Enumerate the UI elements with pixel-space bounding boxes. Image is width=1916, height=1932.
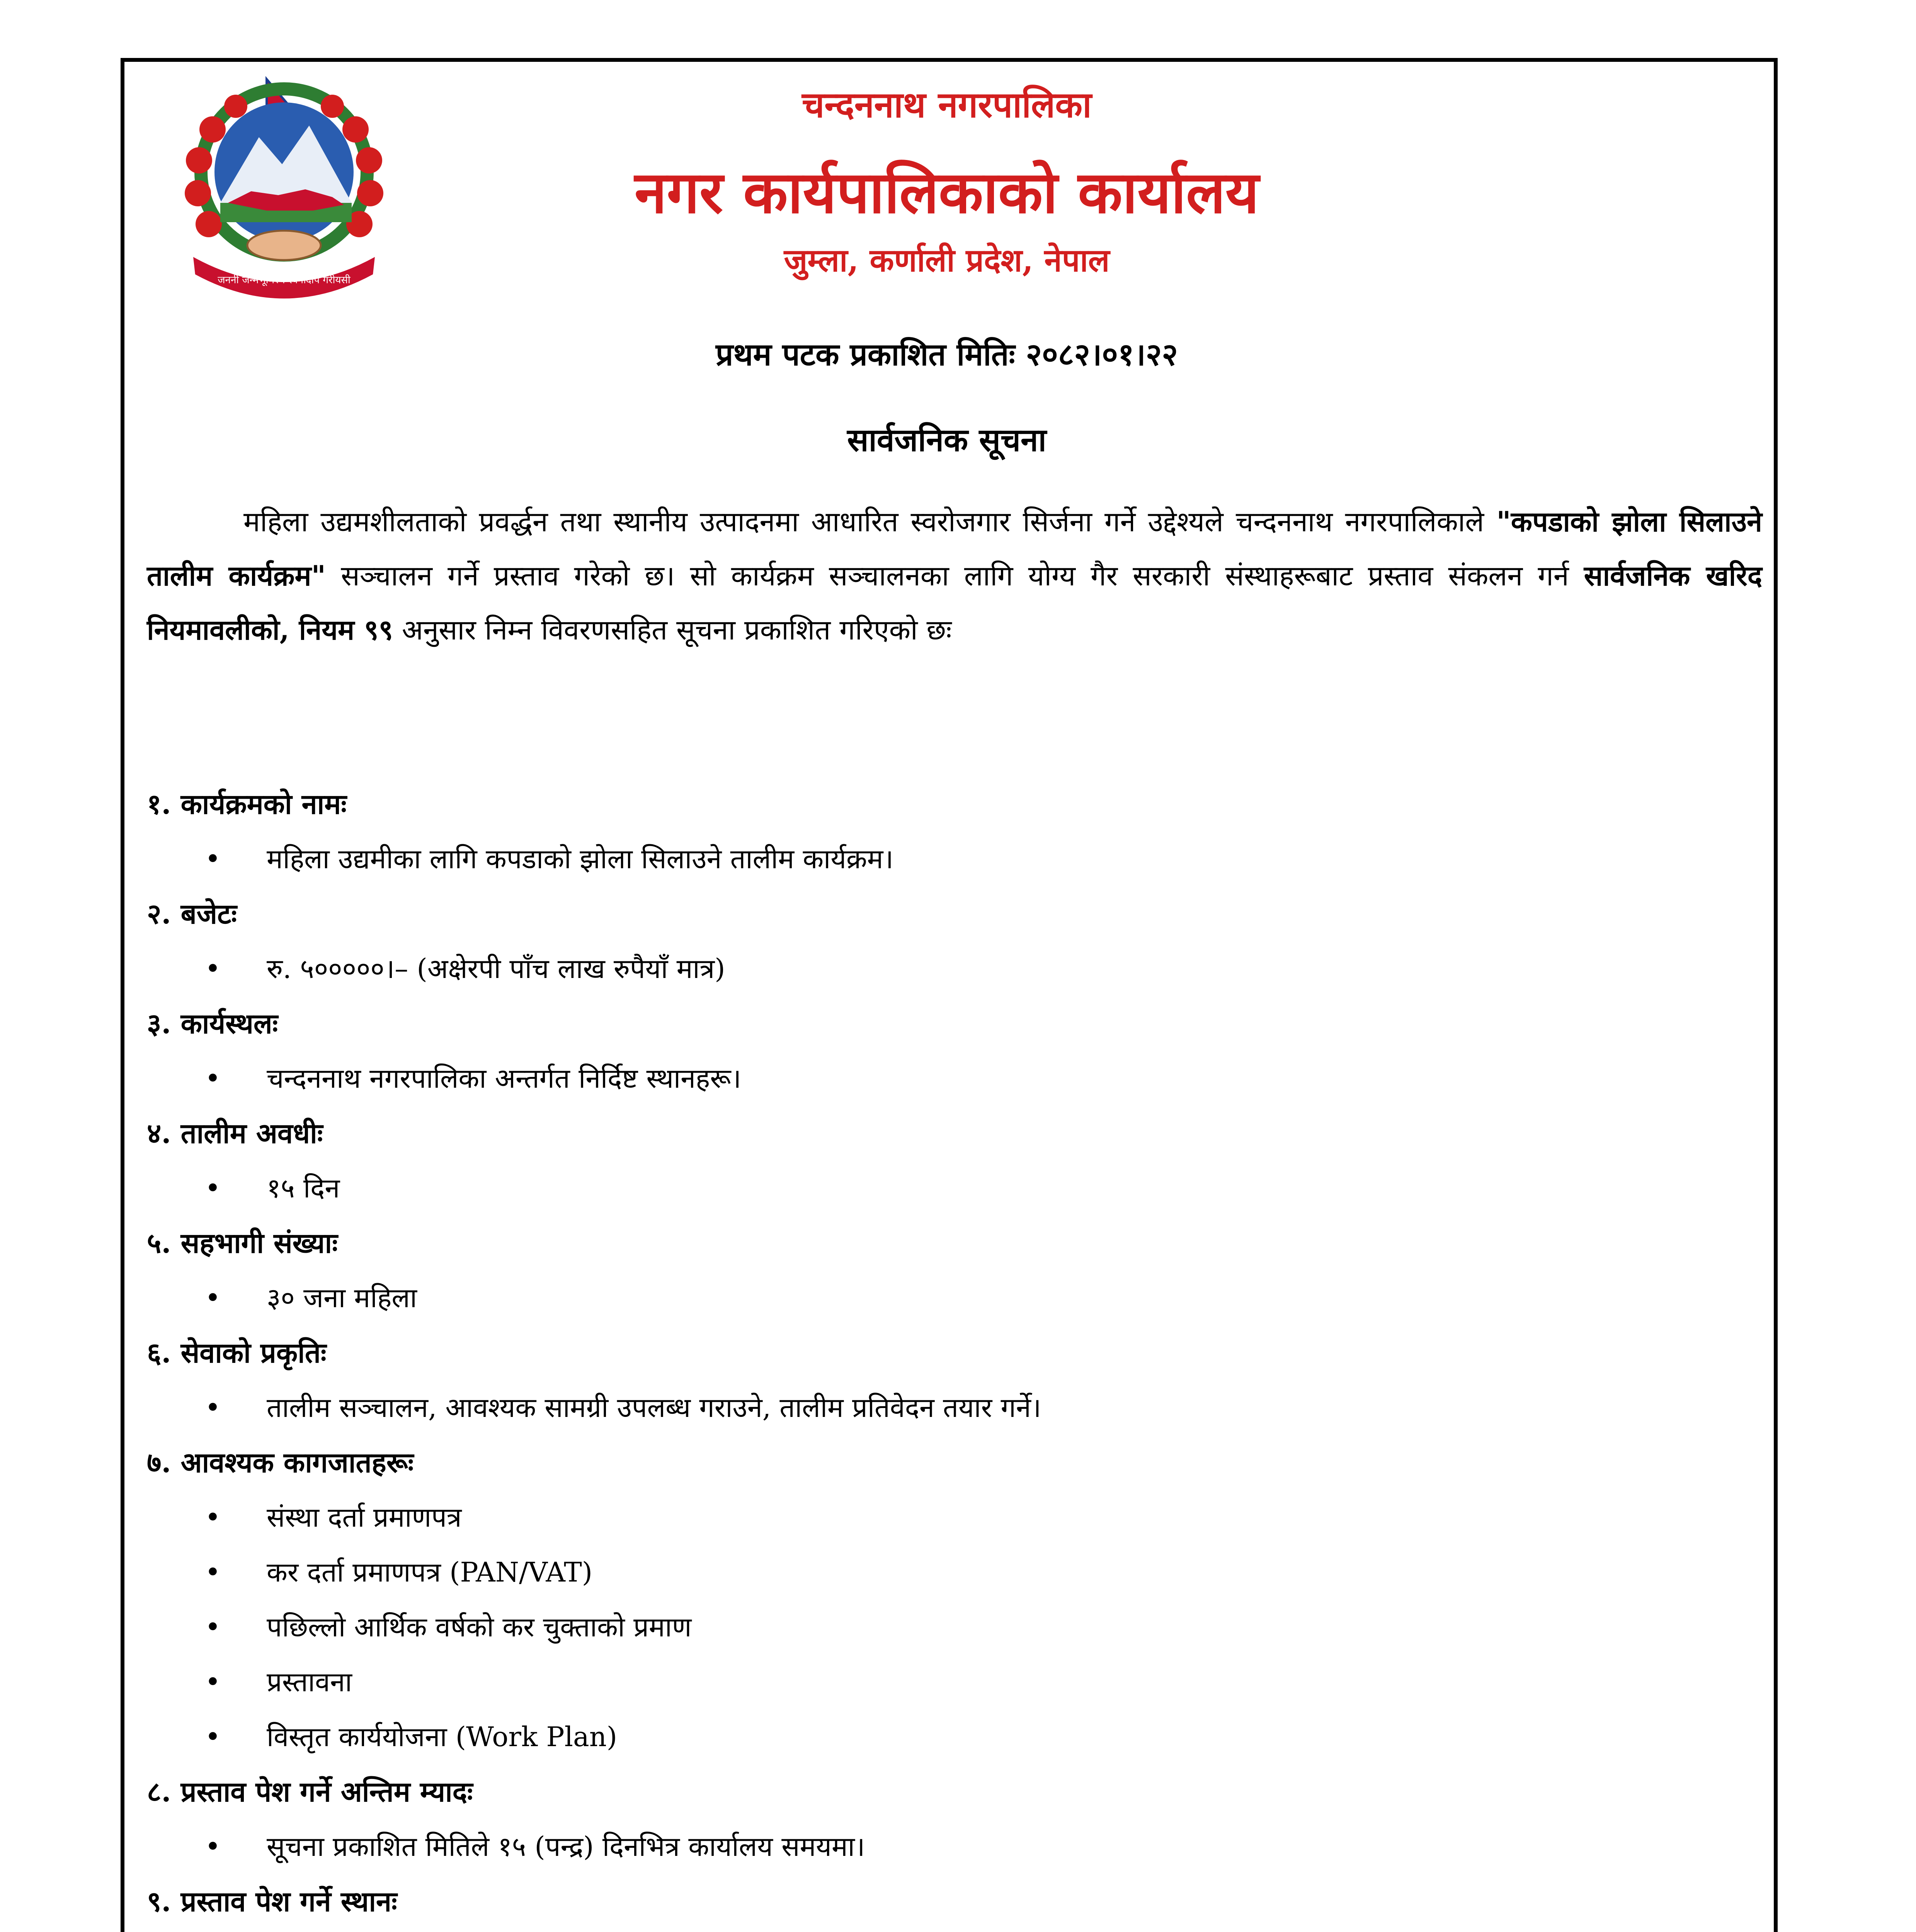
list-item: [147, 1161, 1762, 1216]
section-heading: ८. प्रस्ताव पेश गर्ने अन्तिम म्यादः: [147, 1775, 473, 1808]
list-item-text: ३० जना महिला: [267, 1282, 417, 1314]
emblem-motto: जननी जन्मभूमिश्च स्वर्गादपि गरीयसी: [218, 274, 351, 286]
list-item-text: सूचना प्रकाशित मितिले १५ (पन्द्र) दिनभित्र कार्यालय समयमा।: [267, 1831, 865, 1862]
list-item: [147, 1380, 1762, 1435]
intro-part1: महिला उद्यमशीलताको प्रवर्द्धन तथा स्थानीय उत्पादनमा आधारित स्वरोजगार सिर्जना गर्ने उद्देश्यले चन्दननाथ नगरपालिकाले: [243, 505, 1497, 538]
notice-title: सार्वजनिक सूचना: [847, 422, 1046, 459]
program-name: "कपडाको झोला सिलाउने तालीम कार्यक्रम": [147, 505, 1762, 592]
section-heading: ५. सहभागी संख्याः: [147, 1226, 338, 1259]
section-heading: ६. सेवाको प्रकृतिः: [147, 1336, 327, 1369]
list-item-text: कर दर्ता प्रमाणपत्र (PAN/VAT): [267, 1556, 593, 1588]
published-date: प्रथम पटक प्रकाशित मितिः २०८२।०१।२२: [716, 336, 1178, 372]
section-heading: ३. कार्यस्थलः: [147, 1007, 278, 1040]
procurement-rule: सार्वजनिक खरिद नियमावलीको, नियम ९९: [147, 559, 1762, 646]
municipality-name: चन्दननाथ नगरपालिका: [802, 84, 1092, 126]
intro-paragraph: [147, 495, 1762, 657]
intro-part3: अनुसार निम्न विवरणसहित सूचना प्रकाशित गरिएको छः: [393, 614, 952, 646]
list-item-text: प्रस्तावना: [267, 1666, 352, 1698]
intro-part2: सञ्चालन गर्ने प्रस्ताव गरेको छ। सो कार्यक्रम सञ्चालनका लागि योग्य गैर सरकारी संस्थाहरूबाट प्रस्ताव संकलन गर्न: [326, 560, 1584, 592]
section-heading: ९. प्रस्ताव पेश गर्ने स्थानः: [147, 1885, 397, 1918]
list-item: [147, 1490, 1762, 1545]
list-item: [147, 1929, 1762, 1932]
list-item: [147, 1051, 1762, 1106]
list-item: [147, 1819, 1762, 1874]
list-item: [147, 1709, 1762, 1764]
list-item: [147, 832, 1762, 886]
list-item-text: विस्तृत कार्ययोजना (Work Plan): [267, 1721, 618, 1753]
office-name: नगर कार्यपालिकाको कार्यालय: [635, 158, 1259, 226]
list-item-text: चन्दननाथ नगरपालिका अन्तर्गत निर्दिष्ट स्थानहरू।: [267, 1063, 742, 1094]
section-heading: ४. तालीम अवधीः: [147, 1117, 323, 1150]
section-heading: १. कार्यक्रमको नामः: [147, 787, 347, 820]
notice-sections: [147, 777, 1762, 1932]
section-heading: २. बजेटः: [147, 897, 237, 930]
list-item-text: रु. ५०००००।– (अक्षेरपी पाँच लाख रुपैयाँ मात्र): [267, 953, 725, 985]
list-item-text: महिला उद्यमीका लागि कपडाको झोला सिलाउने तालीम कार्यक्रम।: [267, 843, 893, 875]
list-item: [147, 1270, 1762, 1325]
list-item-text: पछिल्लो आर्थिक वर्षको कर चुक्ताको प्रमाण: [267, 1611, 692, 1643]
nepal-emblem-icon: [151, 75, 417, 303]
list-item: [147, 941, 1762, 996]
office-address: जुम्ला, कर्णाली प्रदेश, नेपाल: [784, 242, 1110, 279]
list-item-text: संस्था दर्ता प्रमाणपत्र: [267, 1502, 462, 1533]
list-item: [147, 1600, 1762, 1655]
list-item-text: १५ दिन: [267, 1172, 340, 1204]
section-heading: ७. आवश्यक कागजातहरूः: [147, 1446, 414, 1479]
list-item: [147, 1655, 1762, 1709]
list-item-text: तालीम सञ्चालन, आवश्यक सामग्री उपलब्ध गराउने, तालीम प्रतिवेदन तयार गर्ने।: [267, 1392, 1041, 1423]
list-item: [147, 1545, 1762, 1600]
